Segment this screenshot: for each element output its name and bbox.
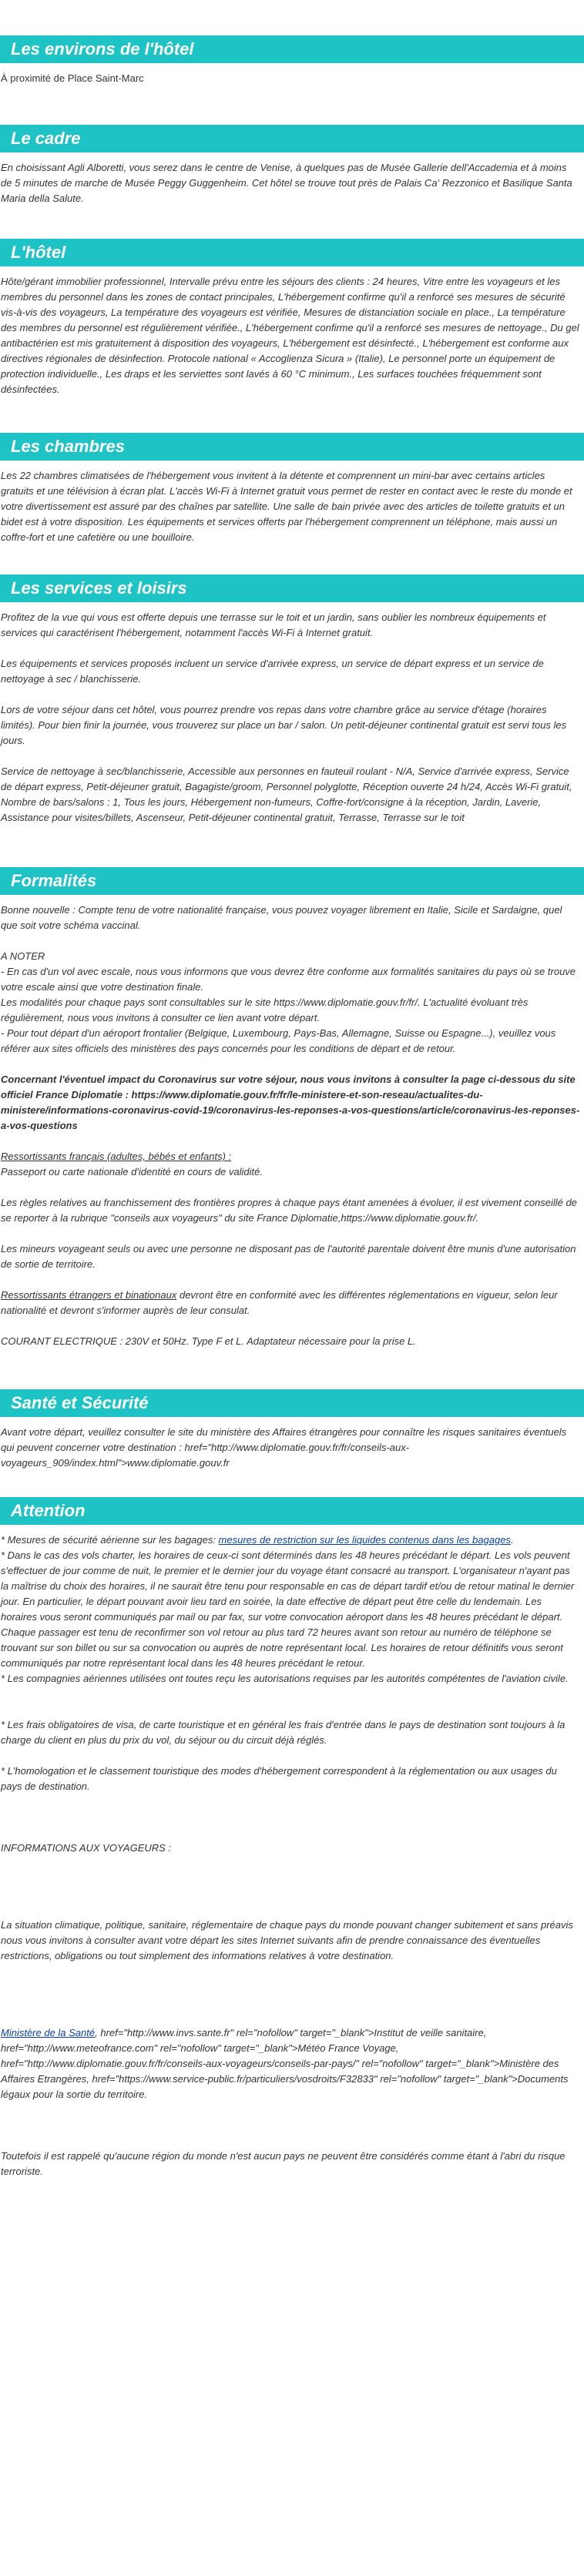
section-text: En choisissant Agli Alboretti, vous serez dans le centre de Venise, à quelques pas de Musée Gallerie dell'Accademia et à moins de 5 minutes de marche de Musée Peggy Guggenheim. Cet hôtel se trouve tout près de Palais Ca' Rezzonico et Basilique Santa Maria della Salute. — [1, 162, 572, 204]
section-text: À proximité de Place Saint-Marc — [1, 72, 144, 84]
section-text: Hôte/gérant immobilier professionnel, Intervalle prévu entre les séjours des clients : 24 heures, Vitre entre les voyageurs et les membres du personnel dans les zones de contact principales, L'hébergement confirme qu'il a renforcé ses mesures de sécurité vis-à-vis des voyageurs, La température des voyageurs est vérifiée, Mesures de distanciation sociale en place., La température des membres du personnel est régulièrement vérifiée., L'hébergement confirme qu'il a renforcé ses mesures de nettoyage., Du gel antibactérien est mis gratuitement à disposition des voyageurs, L'hébergement est désinfecté., L'hébergement est conforme aux directives régionales de désinfection. Protocole national « Accoglienza Sicura » (Italie), Le personnel porte un équipement de protection individuelle., Les draps et les serviettes sont lavés à 60 °C minimum., Les surfaces touchées fréquemment sont désinfectées. — [1, 276, 579, 395]
formalites-note: Les modalités pour chaque pays sont consultables sur le site https://www.diplomatie.gouv.fr/fr/. L'actualité évoluant très régulièrement, nous vous invitons à consulter ce lien avant votre départ. — [1, 997, 529, 1023]
formalites-covid: Concernant l'éventuel impact du Coronavirus sur votre séjour, nous vous invitons à consulter la page ci-dessous du site officiel France Diplomatie : https://www.diplomatie.gouv.fr/fr/le-ministere-et-son-reseau/actualites-du-ministere/informations-coronavirus-covid-19/coronavirus-les-reponses-a-vos-questions/article/coronavirus-les-reponses-a-vos-questions — [1, 1074, 580, 1131]
section-services — [0, 571, 584, 852]
attention-ministry-rest: , href="http://www.invs.sante.fr" rel="nofollow" target="_blank">Institut de veille sanitaire, href="http://www.meteofrance.com" rel="nofollow" target="_blank">Météo France Voyage, href="http://www.diplomatie.gouv.fr/fr/conseils-aux-voyageurs/conseils-par-pays/" rel="nofollow" target="_blank">Ministère des Affaires Etrangères, href="https://www.service-public.fr/particuliers/vosdroits/F32833" rel="nofollow" target="_blank">Documents légaux pour la sortie du territoire. — [1, 2027, 569, 2100]
formalites-minors: Les mineurs voyageant seuls ou avec une personne ne disposant pas de l'autorité parentale doivent être munis d'une autorisation de sortie de territoire. — [1, 1243, 576, 1270]
section-paragraph: Les équipements et services proposés incluent un service d'arrivée express, un service de départ express et un service de nettoyage à sec / blanchisserie. — [1, 658, 544, 685]
section-title: Les chambres — [0, 433, 584, 461]
section-title: Formalités — [0, 867, 584, 895]
formalites-note: - Pour tout départ d'un aéroport frontalier (Belgique, Luxembourg, Pays-Bas, Allemagne, Suisse ou Espagne...), veuillez vous référer aux sites officiels des ministères des pays concernés pour les conditions de départ et de retour. — [1, 1027, 556, 1054]
attention-schedule: * Dans le cas des vols charter, les horaires de ceux-ci sont déterminés dans les 48 heures précédant le départ. Les vols peuvent s'effectuer de jour comme de nuit, le premier et le dernier jour du voyage étant consacré au transport. L'organisateur n'ayant pas la maîtrise du choix des horaires, il ne saurait être tenu pour responsable en cas de départ tardif et/ou de retour matinal le dernier jour. En particulier, le départ pouvant avoir lieu tard en soirée, la date effective de départ peut être celle du lendemain. Les horaires vous seront communiqués par mail ou par fax, sur votre convocation aéroport dans les 48 heures précédant le départ. Chaque passager est tenu de reconfirmer son vol retour au plus tard 72 heures avant son retour au numéro de téléphone se trouvant sur son billet ou sur sa convocation ou auprès de notre représentant local. Les horaires de retour définitifs vous seront communiqués par notre représentant local dans les 48 heures précédant le retour. — [1, 1549, 575, 1669]
section-formalites — [0, 852, 584, 1375]
section-attention — [0, 1497, 584, 2206]
attention-security — [1, 1533, 580, 1548]
formalites-foreign-text: devront être en conformité avec les différentes réglementations en vigueur, selon leur nationalité et devront s'informer auprès de leur consulat. — [1, 1289, 558, 1316]
formalites-fr-title: Ressortissants français (adultes, bébés et enfants) : — [1, 1151, 232, 1162]
section-sante — [0, 1375, 584, 1497]
attention-homologation: * L'homologation et le classement touristique des modes d'hébergement correspondent à la réglementation ou aux usages du pays de destination. — [1, 1765, 557, 1792]
section-paragraph: Profitez de la vue qui vous est offerte depuis une terrasse sur le toit et un jardin, sans oublier les nombreux équipements et services qui caractérisent l'hébergement, notamment l'accès Wi-Fi à Internet gratuit. — [1, 611, 546, 638]
ministry-health-link[interactable]: Ministère de la Santé — [1, 2027, 96, 2038]
section-title: L'hôtel — [0, 239, 584, 266]
formalites-electric: COURANT ELECTRIQUE : 230V et 50Hz. Type F et L. Adaptateur nécessaire pour la prise L. — [1, 1335, 416, 1347]
section-chambres — [0, 424, 584, 571]
section-text: Avant votre départ, veuillez consulter le site du ministère des Affaires étrangères pour connaître les risques sanitaires éventuels qui peuvent concerner votre destination : href="http://www.diplomatie.gouv.fr/fr/conseils-aux-voyageurs_909/index.html">www.diplomatie.gouv.fr — [1, 1426, 567, 1469]
section-title: Les environs de l'hôtel — [0, 35, 584, 63]
formalites-foreign — [1, 1288, 580, 1318]
section-paragraph: Lors de votre séjour dans cet hôtel, vous pourrez prendre vos repas dans votre chambre grâce au service d'étage (horaires limités). Pour bien finir la journée, vous trouverez sur place un bar / salon. Un petit-déjeuner continental gratuit est servi tous les jours. — [1, 704, 567, 746]
section-title: Les services et loisirs — [0, 574, 584, 602]
attention-ministry — [1, 2025, 580, 2102]
section-title: Attention — [0, 1497, 584, 1525]
attention-security-suffix: . — [510, 1534, 514, 1546]
formalites-fr-text: Passeport ou carte nationale d'identité en cours de validité. — [1, 1166, 263, 1177]
attention-info-title: INFORMATIONS AUX VOYAGEURS : — [1, 1842, 172, 1854]
attention-fees: * Les frais obligatoires de visa, de carte touristique et en général les frais d'entrée dans le pays de destination sont toujours à la charge du client en plus du prix du vol, du séjour ou du circuit déjà réglés. — [1, 1719, 566, 1746]
liquids-restriction-link[interactable]: mesures de restriction sur les liquides contenus dans les bagages — [218, 1534, 511, 1546]
attention-situation: nous vous invitons à consulter avant votre départ les sites Internet suivants afin de prendre connaissance des éventuelles restrictions, obligations ou tout simplement des informations relatives à votre destination. — [1, 1935, 541, 1961]
attention-security-label: * Mesures de sécurité aérienne sur les bagages: — [1, 1534, 219, 1546]
formalites-foreign-title: Ressortissants étrangers et binationaux — [1, 1289, 177, 1301]
attention-companies: * Les compagnies aériennes utilisées ont toutes reçu les autorisations requises par les autorités compétentes de l'aviation civile. — [1, 1673, 569, 1684]
section-text: Les 22 chambres climatisées de l'hébergement vous invitent à la détente et comprennent un mini-bar avec certains articles gratuits et une télévision à écran plat. L'accès Wi-Fi à Internet gratuit vous permet de rester en contact avec le reste du monde et votre divertissement est assuré par des chaînes par satellite. Une salle de bain privée avec des articles de toilette gratuits et un bidet est à votre disposition. Les équipements et services offerts par l'hébergement comprennent un téléphone, mais aussi un coffre-fort et une cafetière ou une bouilloire. — [1, 470, 572, 543]
formalites-note: - En cas d'un vol avec escale, nous vous informons que vous devrez être conforme aux formalités sanitaires du pays où se trouve votre escale ainsi que votre destination finale. — [1, 966, 576, 993]
section-environs — [0, 0, 584, 112]
section-paragraph: Service de nettoyage à sec/blanchisserie, Accessible aux personnes en fauteuil roulant - N/A, Service d'arrivée express, Service de départ express, Petit-déjeuner gratuit, Bagagiste/groom, Personnel polyglotte, Réception ouverte 24 h/24, Accès Wi-Fi gratuit, Nombre de bars/salons : 1, Tous les jours, Hébergement non-fumeurs, Coffre-fort/consigne à la réception, Jardin, Laverie, Assistance pour visites/billets, Ascenseur, Petit-déjeuner continental gratuit, Terrasse, Terrasse sur le toit — [1, 765, 572, 823]
section-cadre — [0, 112, 584, 233]
formalites-rules: Les règles relatives au franchissement des frontières propres à chaque pays étant amenées à évoluer, il est vivement conseillé de se reporter à la rubrique "conseils aux voyageurs" du site France Diplomatie,https://www.diplomatie.gouv.fr/. — [1, 1197, 577, 1224]
section-title: Le cadre — [0, 125, 584, 152]
section-hotel — [0, 233, 584, 424]
attention-terror: Toutefois il est rappelé qu'aucune région du monde n'est aucun pays ne peuvent être considérés comme étant à l'abri du risque terroriste. — [1, 2150, 566, 2177]
formalites-note-heading: A NOTER — [1, 950, 45, 962]
formalites-intro: Bonne nouvelle : Compte tenu de votre nationalité française, vous pouvez voyager librement en Italie, Sicile et Sardaigne, quel que soit votre schéma vaccinal. — [1, 904, 562, 931]
section-title: Santé et Sécurité — [0, 1389, 584, 1417]
attention-situation: La situation climatique, politique, sanitaire, réglementaire de chaque pays du monde pouvant changer subitement et sans préavis — [1, 1919, 573, 1931]
